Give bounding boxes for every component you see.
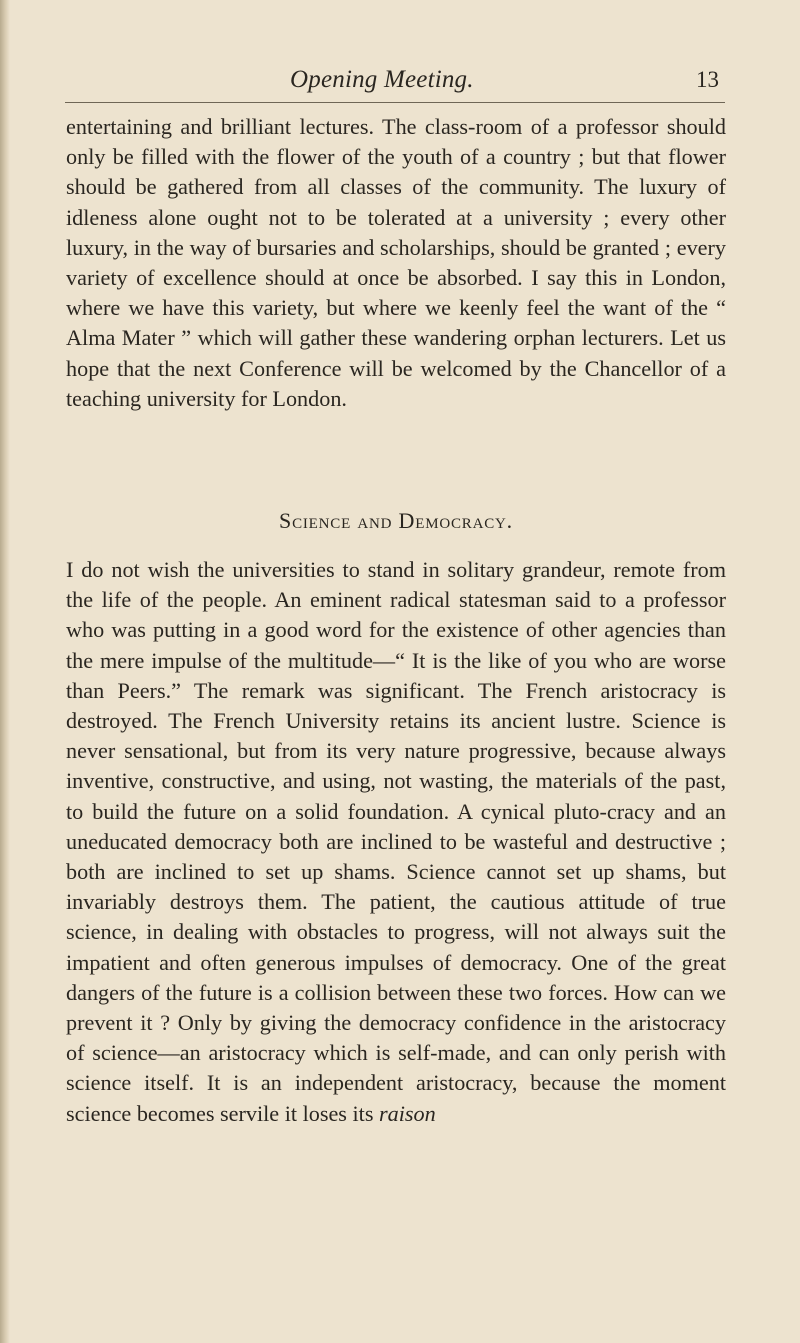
body-paragraph bbox=[66, 555, 726, 1129]
header-rule bbox=[65, 102, 725, 103]
running-head bbox=[0, 66, 800, 96]
section-heading: Science and Democracy. bbox=[279, 508, 513, 533]
italic-word: raison bbox=[379, 1100, 436, 1126]
running-title: Opening Meeting. bbox=[290, 66, 474, 93]
body-paragraph: entertaining and brilliant lectures. The class-room of a professor should only be filled with the flower of the youth of a country ; but that flower should be gathered from all classes of the community. The luxury of idleness alone ought not to be tolerated at a university ; every other luxury, in the way of bursaries and scholarships, should be granted ; every variety of excellence should at once be absorbed. I say this in London, where we have this variety, but where we keenly feel the want of the “ Alma Mater ” which will gather these wandering orphan lecturers. Let us hope that the next Conference will be welcomed by the Chancellor of a teaching university for London. bbox=[66, 114, 726, 411]
page-number: 13 bbox=[696, 67, 719, 92]
paragraph-text: I do not wish the universities to stand in solitary grandeur, remote from the life of the people. An eminent radical statesman said to a professor who was putting in a good word for the existence of other agencies than the mere impulse of the multitude—“ It is the like of you who are worse than Peers.” The remark was significant. The French aristocracy is destroyed. The French University retains its ancient lustre. Science is never sensational, but from its very nature progressive, because always inventive, constructive, and using, not wasting, the materials of the past, to build the future on a solid foundation. A cynical pluto-cracy and an uneducated democracy both are inclined to be wasteful and destructive ; both are inclined to set up shams. Science cannot set up shams, but invariably destroys them. The patient, the cautious attitude of true science, in dealing with obstacles to progress, will not always suit the impatient and often generous impulses of democracy. One of the great dangers of the future is a collision between these two forces. How can we prevent it ? Only by giving the democracy confidence in the aristocracy of science—an aristocracy which is self-made, and can only perish with science itself. It is an independent aristocracy, because the moment science becomes servile it loses its bbox=[66, 557, 726, 1126]
